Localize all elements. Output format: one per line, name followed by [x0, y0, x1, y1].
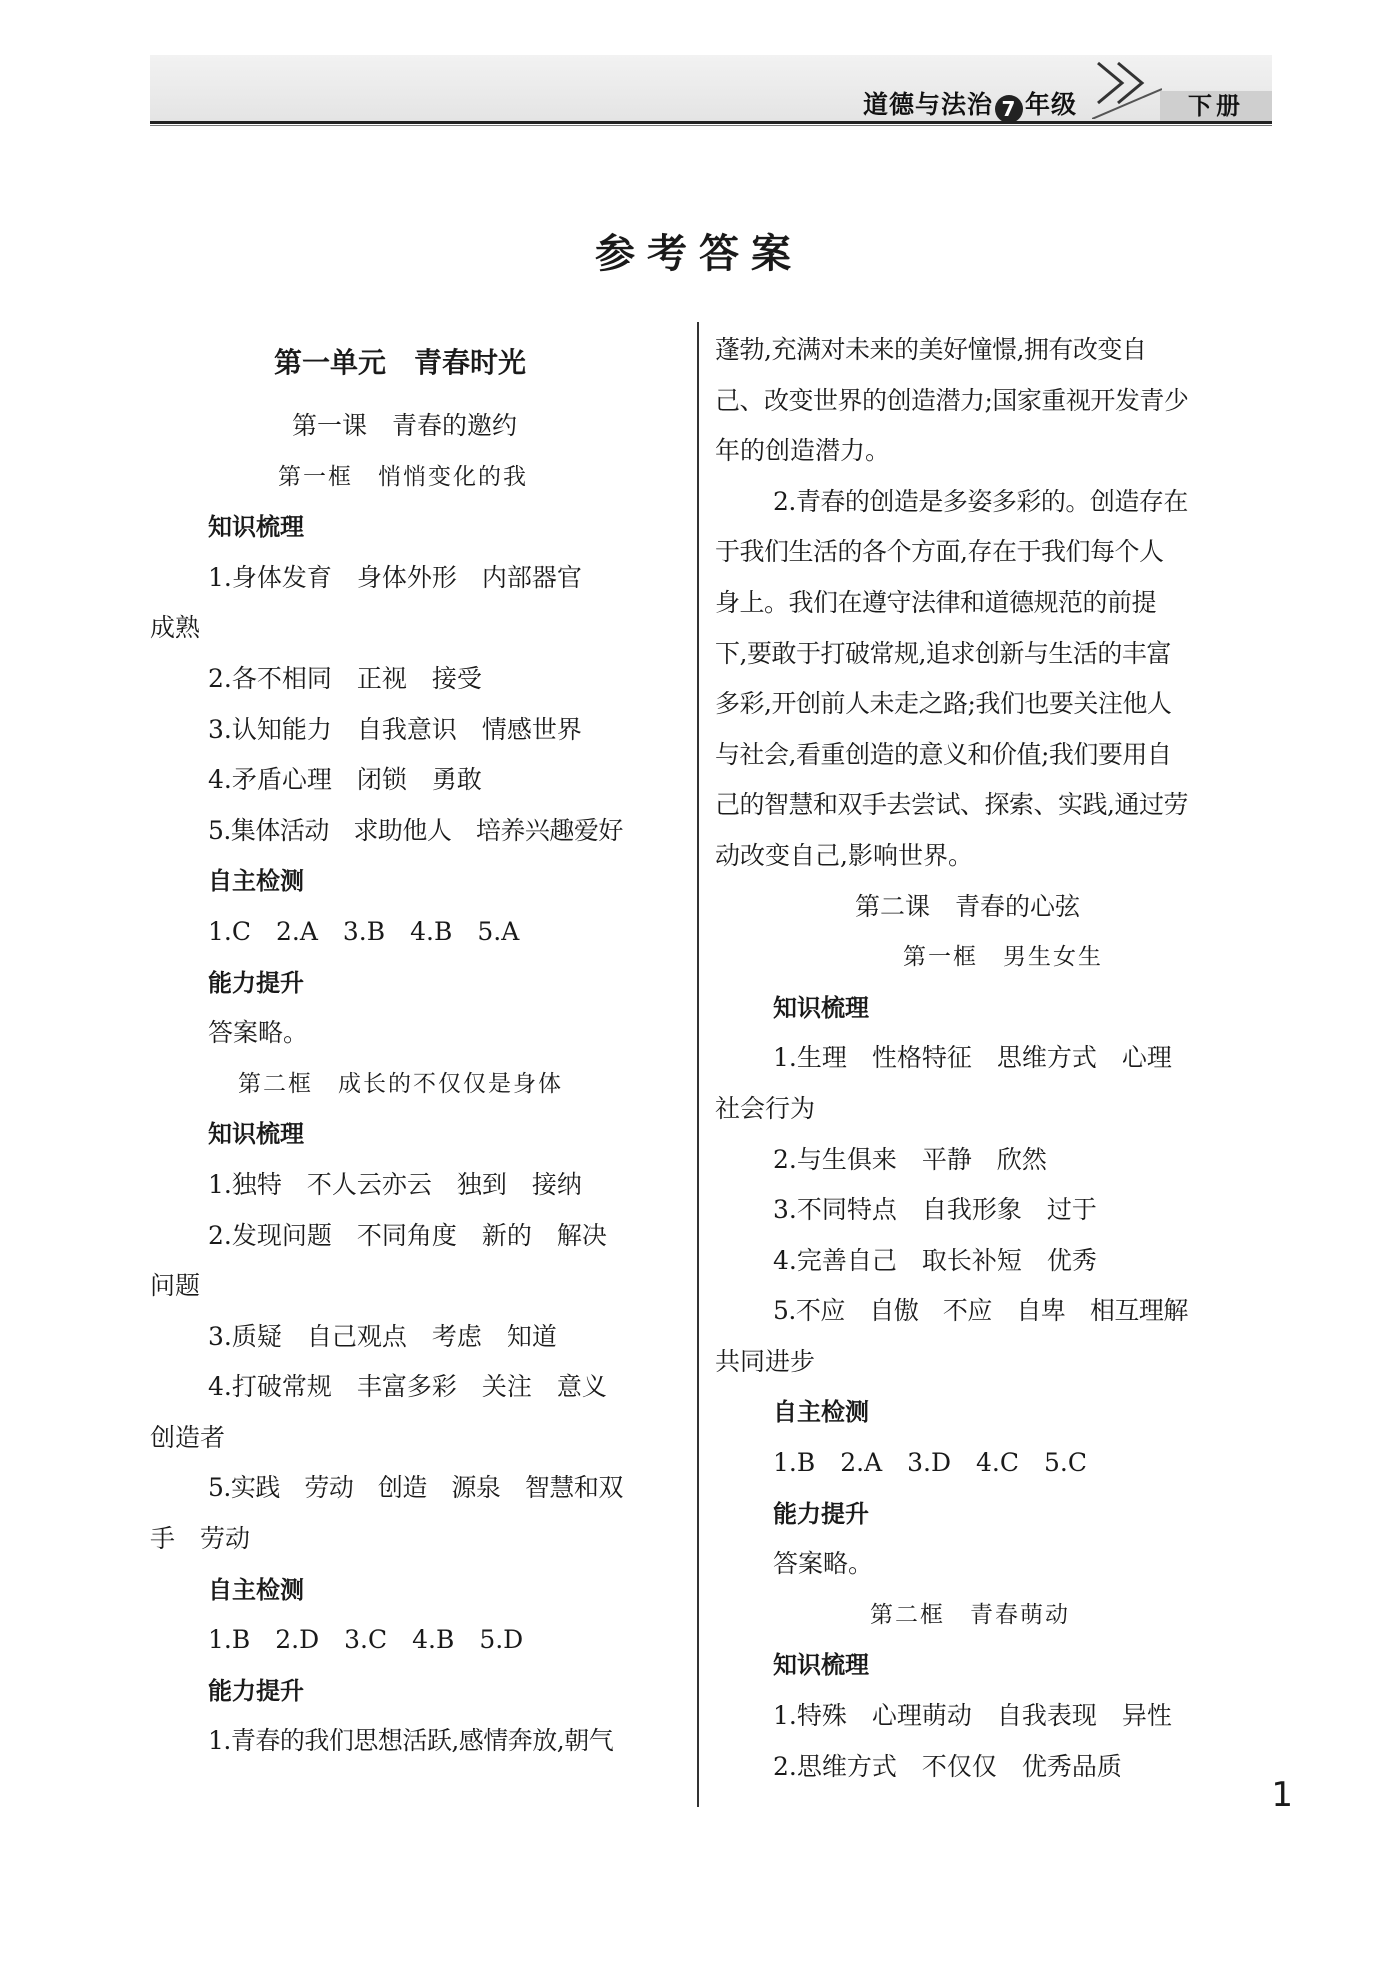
answer-line: 5.实践 劳动 创造 源泉 智慧和双: [208, 1473, 623, 1503]
lesson-title: 第一课 青春的邀约: [292, 411, 518, 440]
double-chevron-icon: [1092, 59, 1162, 119]
answer-line: 1.特殊 心理萌动 自我表现 异性: [773, 1701, 1172, 1731]
header-rule-thin: [150, 125, 1272, 126]
frame-title: 第一框 悄悄变化的我: [278, 463, 528, 490]
column-divider: [697, 322, 699, 1807]
answer-line: 于我们生活的各个方面,存在于我们每个人: [715, 537, 1164, 567]
left-column: [150, 325, 695, 1767]
answer-line: 1.生理 性格特征 思维方式 心理: [773, 1043, 1172, 1073]
answer-line: 2.思维方式 不仅仅 优秀品质: [773, 1751, 1122, 1781]
answer-line: 多彩,开创前人未走之路;我们也要关注他人: [715, 689, 1172, 719]
answer-line: 2.与生俱来 平静 欣然: [773, 1144, 1047, 1174]
answer-line: 4.矛盾心理 闭锁 勇敢: [208, 765, 482, 795]
unit-title: 第一单元 青春时光: [274, 346, 527, 379]
answer-line: 下,要敢于打破常规,追求创新与生活的丰富: [715, 638, 1171, 668]
section-heading: 自主检测: [208, 1575, 304, 1604]
grade-badge: 7: [995, 95, 1023, 123]
answer-line: 年的创造潜力。: [715, 436, 891, 466]
answer-line: 答案略。: [208, 1018, 309, 1048]
answer-line: 2.各不相同 正视 接受: [208, 663, 482, 693]
answer-line: 4.完善自己 取长补短 优秀: [773, 1245, 1097, 1275]
page-title: 参考答案: [595, 231, 803, 277]
answer-line: 3.质疑 自己观点 考虑 知道: [208, 1321, 557, 1351]
answer-line: 与社会,看重创造的意义和价值;我们要用自: [715, 739, 1172, 769]
answer-line: 身上。我们在遵守法律和道德规范的前提: [715, 587, 1157, 617]
header-rule: [150, 121, 1272, 124]
lesson-title: 第二课 青春的心弦: [855, 891, 1081, 921]
answer-line: 成熟: [150, 613, 201, 643]
frame-title: 第二框 青春萌动: [870, 1601, 1070, 1628]
answer-line: 2.发现问题 不同角度 新的 解决: [208, 1220, 607, 1250]
section-heading: 知识梳理: [208, 1120, 304, 1149]
answer-line: 1.身体发育 身体外形 内部器官: [208, 562, 582, 592]
answer-line: 共同进步: [715, 1346, 816, 1376]
section-heading: 能力提升: [773, 1499, 869, 1528]
answer-line: 蓬勃,充满对未来的美好憧憬,拥有改变自: [715, 335, 1147, 364]
answer-line: 3.不同特点 自我形象 过于: [773, 1195, 1097, 1225]
answer-line: 4.打破常规 丰富多彩 关注 意义: [208, 1372, 607, 1402]
answer-line: 手 劳动: [150, 1524, 251, 1554]
header-subject-grade: [863, 85, 1077, 123]
page-number: 1: [1271, 1775, 1293, 1815]
answer-line: 己、改变世界的创造潜力;国家重视开发青少: [715, 385, 1189, 415]
answer-line: 3.认知能力 自我意识 情感世界: [208, 714, 582, 744]
answer-line: 社会行为: [715, 1093, 816, 1123]
answer-line: 己的智慧和双手去尝试、探索、实践,通过劳: [715, 790, 1188, 820]
answer-line: 1.B 2.A 3.D 4.C 5.C: [773, 1448, 1087, 1478]
header-grade-suffix: 年级: [1024, 90, 1077, 119]
section-heading: 知识梳理: [208, 513, 304, 542]
answer-line: 1.C 2.A 3.B 4.B 5.A: [208, 916, 520, 946]
section-heading: 知识梳理: [773, 1651, 869, 1680]
right-column: [715, 325, 1260, 1792]
section-heading: 自主检测: [208, 867, 304, 896]
section-heading: 自主检测: [773, 1398, 869, 1427]
answer-line: 1.B 2.D 3.C 4.B 5.D: [208, 1625, 524, 1655]
answer-line: 动改变自己,影响世界。: [715, 840, 973, 870]
answer-line: 答案略。: [773, 1549, 874, 1579]
section-heading: 能力提升: [208, 1676, 304, 1705]
section-heading: 知识梳理: [773, 993, 869, 1022]
frame-title: 第二框 成长的不仅仅是身体: [238, 1070, 563, 1097]
answer-line: 创造者: [150, 1422, 226, 1452]
answer-line: 问题: [150, 1271, 201, 1301]
frame-title: 第一框 男生女生: [903, 944, 1103, 971]
header-subject: 道德与法治: [862, 90, 993, 119]
section-heading: 能力提升: [208, 968, 304, 997]
header-volume: 下册: [1160, 91, 1272, 121]
answer-line: 5.不应 自傲 不应 自卑 相互理解: [773, 1296, 1188, 1326]
answer-line: 5.集体活动 求助他人 培养兴趣爱好: [208, 815, 623, 845]
page-header: [150, 55, 1272, 125]
answer-line: 1.独特 不人云亦云 独到 接纳: [208, 1169, 582, 1199]
answer-line: 1.青春的我们思想活跃,感情奔放,朝气: [208, 1726, 614, 1756]
answer-line: 2.青春的创造是多姿多彩的。创造存在: [773, 486, 1188, 516]
